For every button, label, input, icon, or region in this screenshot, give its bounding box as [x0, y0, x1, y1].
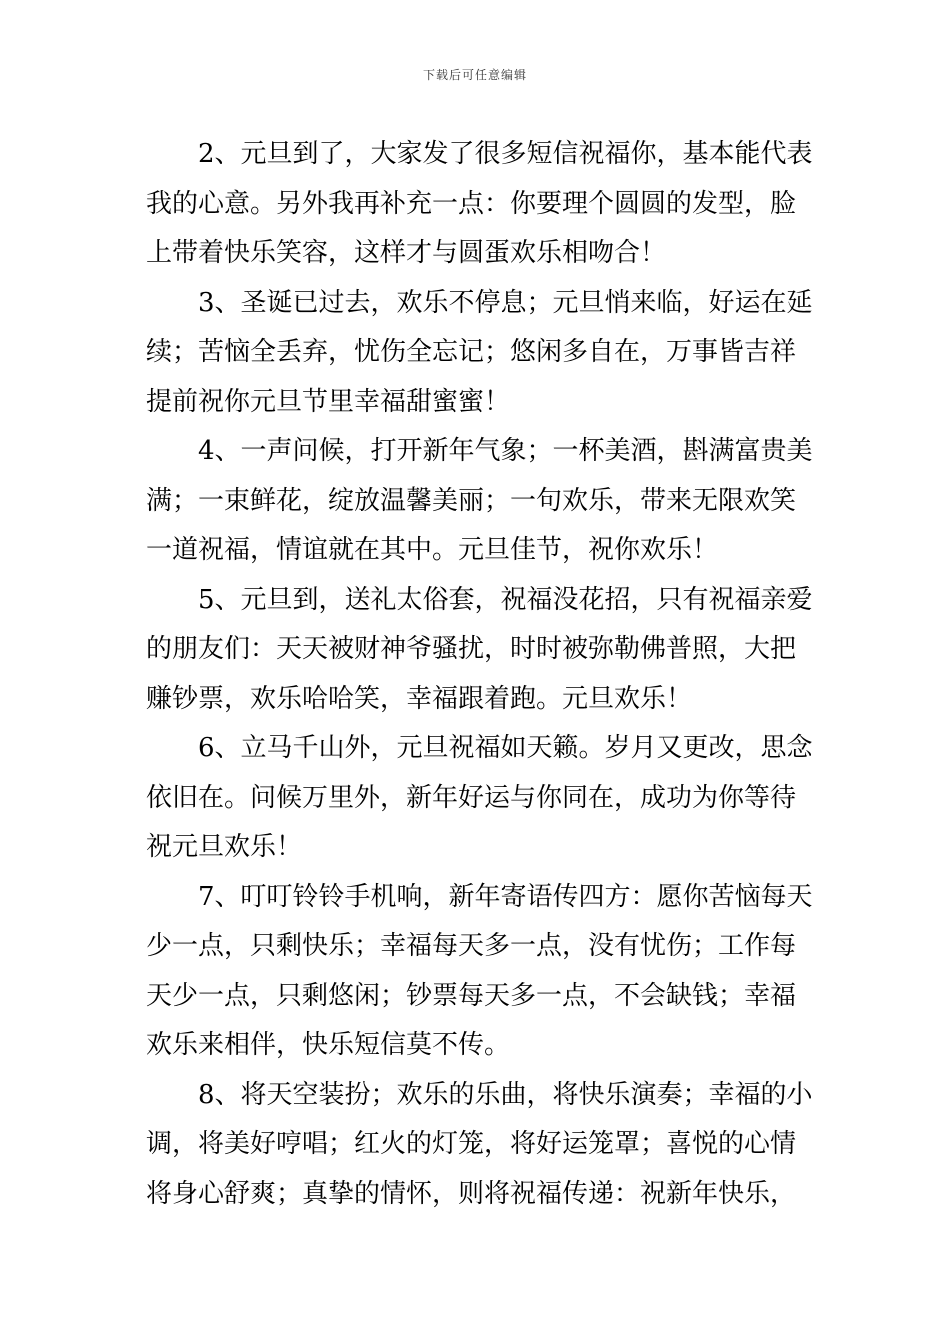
paragraph-8 — [146, 1071, 818, 1220]
text-line: 8、将天空装扮；欢乐的乐曲，将快乐演奏；幸福的小 — [146, 1079, 813, 1110]
text-line: 的朋友们：天天被财神爷骚扰，时时被弥勒佛普照，大把 — [146, 634, 797, 664]
paragraph-5 — [146, 576, 818, 725]
paragraph-7 — [146, 873, 818, 1071]
document-body — [146, 130, 818, 1219]
text-line: 7、叮叮铃铃手机响，新年寄语传四方：愿你苦恼每天 — [146, 881, 813, 912]
paragraph-6 — [146, 724, 818, 873]
text-line: 赚钞票，欢乐哈哈笑，幸福跟着跑。元旦欢乐！ — [146, 683, 693, 714]
paragraph-4 — [146, 427, 818, 576]
text-line: 续；苦恼全丢弃，忧伤全忘记；悠闲多自在，万事皆吉祥 — [146, 337, 797, 367]
text-line: 满；一束鲜花，绽放温馨美丽；一句欢乐，带来无限欢笑 — [146, 485, 797, 516]
text-line: 将身心舒爽；真挚的情怀，则将祝福传递：祝新年快乐， — [146, 1178, 797, 1209]
text-line: 一道祝福，情谊就在其中。元旦佳节，祝你欢乐！ — [146, 535, 719, 565]
text-line: 提前祝你元旦节里幸福甜蜜蜜！ — [146, 386, 511, 417]
text-line: 天少一点，只剩悠闲；钞票每天多一点，不会缺钱；幸福 — [146, 980, 797, 1011]
text-line: 依旧在。问候万里外，新年好运与你同在，成功为你等待 — [146, 782, 797, 813]
text-line: 上带着快乐笑容，这样才与圆蛋欢乐相吻合！ — [146, 238, 667, 268]
text-line: 6、立马千山外，元旦祝福如天籁。岁月又更改，思念 — [146, 733, 813, 763]
text-line: 欢乐来相伴，快乐短信莫不传。 — [146, 1030, 511, 1060]
text-line: 2、元旦到了，大家发了很多短信祝福你，基本能代表 — [146, 139, 813, 169]
paragraph-2 — [146, 130, 818, 279]
text-line: 3、圣诞已过去，欢乐不停息；元旦悄来临，好运在延 — [146, 287, 813, 318]
text-line: 我的心意。另外我再补充一点：你要理个圆圆的发型，脸 — [146, 188, 797, 219]
text-line: 调，将美好哼唱；红火的灯笼，将好运笼罩；喜悦的心情 — [146, 1129, 797, 1159]
text-line: 5、元旦到，送礼太俗套，祝福没花招，只有祝福亲爱 — [146, 584, 813, 615]
page-header: 下载后可任意编辑 — [422, 68, 527, 82]
text-line: 少一点，只剩快乐；幸福每天多一点，没有忧伤；工作每 — [146, 931, 797, 961]
paragraph-3 — [146, 279, 818, 428]
text-line: 祝元旦欢乐！ — [146, 832, 303, 862]
text-line: 4、一声问候，打开新年气象；一杯美酒，斟满富贵美 — [146, 436, 813, 466]
